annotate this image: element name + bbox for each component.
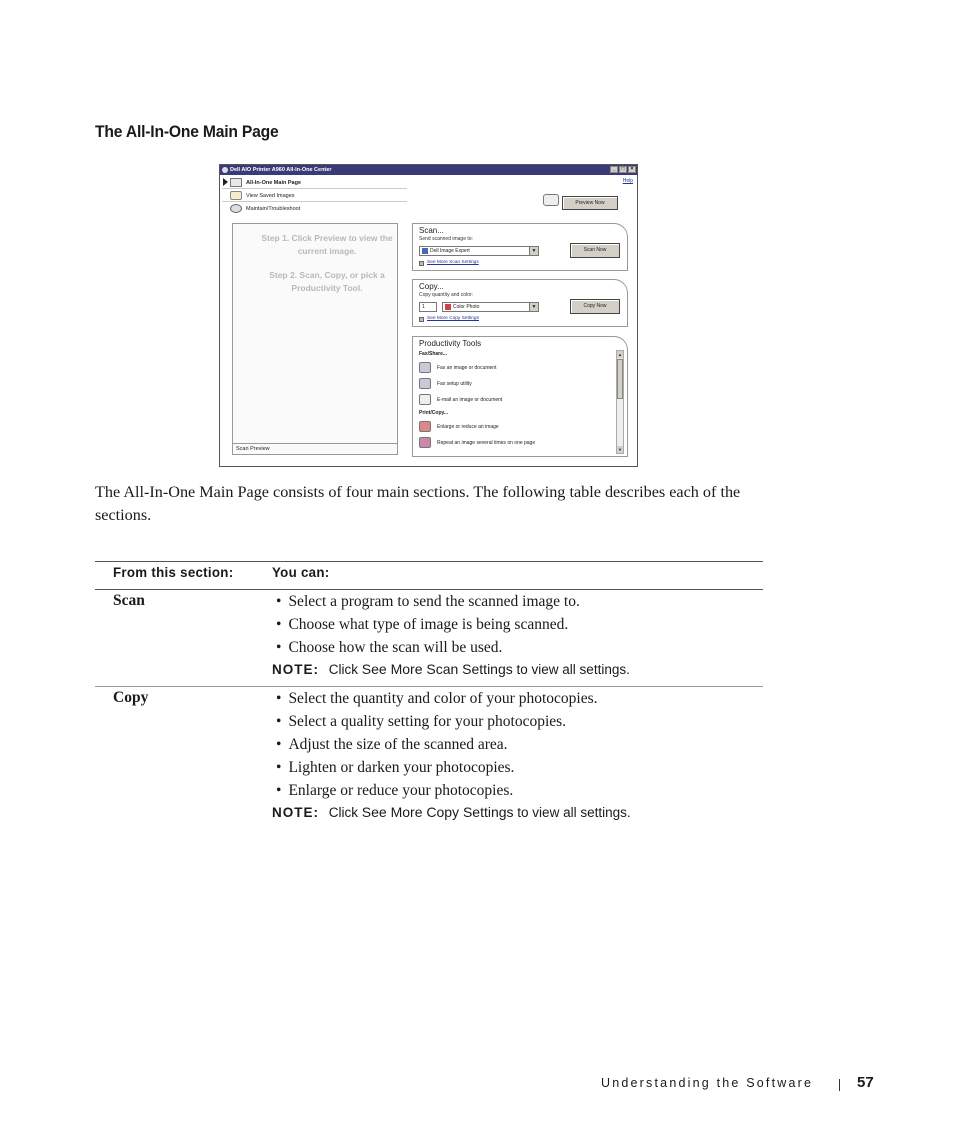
nav-divider: [222, 201, 407, 202]
folder-icon: [230, 191, 242, 200]
settings-icon: [419, 261, 424, 266]
main-page-icon: [230, 178, 242, 187]
program-icon: [422, 248, 428, 254]
intro-paragraph: The All-In-One Main Page consists of four main sections. The following table describes each of the sections.: [95, 483, 741, 524]
window-titlebar: [220, 165, 637, 175]
note-ui-reference: See More Scan Settings: [361, 661, 513, 677]
tool-fax-image[interactable]: Fax an image or document: [419, 362, 496, 373]
repeat-image-icon: [419, 437, 431, 448]
nav-item-maintain[interactable]: Maintain/Troubleshoot: [230, 203, 300, 214]
scan-preview-pane: [232, 223, 398, 455]
scan-bullet-list: [276, 590, 580, 659]
note-text: to view all settings.: [516, 662, 630, 677]
row-label-copy: Copy: [113, 689, 149, 706]
footer-section-title: Understanding the Software: [601, 1076, 814, 1090]
table-top-rule: [95, 561, 763, 562]
tool-enlarge[interactable]: Enlarge or reduce an image: [419, 421, 499, 432]
email-icon: [419, 394, 431, 405]
page-number: 57: [857, 1074, 874, 1091]
tools-scrollbar[interactable]: [616, 350, 624, 454]
list-item: • Choose what type of image is being scanned.: [276, 613, 580, 636]
chevron-down-icon[interactable]: ▼: [529, 247, 538, 255]
note-text: Click: [328, 662, 359, 677]
productivity-tools-panel: [412, 336, 628, 457]
scan-now-button[interactable]: Scan Now: [570, 243, 620, 258]
settings-icon: [419, 317, 424, 322]
print-copy-group: Print/Copy...: [419, 410, 449, 416]
help-link[interactable]: Help: [622, 178, 633, 184]
window-title: Dell AIO Printer A960 All-In-One Center: [230, 167, 332, 173]
see-more-copy-settings-link[interactable]: See More Copy Settings: [427, 316, 479, 321]
note-text: to view all settings.: [517, 805, 631, 820]
tool-repeat[interactable]: Repeat an image several times on one page: [419, 437, 535, 448]
fax-share-group: Fax/Share...: [419, 351, 448, 357]
copy-note: [272, 804, 631, 820]
preview-now-button[interactable]: Preview Now: [562, 196, 618, 210]
copy-bullet-list: [276, 687, 598, 802]
row-label-scan: Scan: [113, 592, 145, 609]
copy-quantity-label: Copy quantity and color:: [419, 292, 473, 298]
scan-preview-label: Scan Preview: [233, 443, 397, 454]
window-controls: [610, 166, 636, 173]
nav-item-main-page[interactable]: All-In-One Main Page: [230, 177, 301, 188]
note-label: NOTE:: [272, 805, 319, 820]
maximize-icon[interactable]: □: [619, 166, 627, 173]
chevron-down-icon[interactable]: ▼: [529, 303, 538, 311]
close-icon[interactable]: ×: [628, 166, 636, 173]
scan-panel: [412, 223, 628, 271]
camera-icon: [543, 194, 559, 206]
preview-step-1: Step 1. Click Preview to view the current image.: [261, 233, 393, 256]
column-header-you-can: You can:: [272, 564, 330, 580]
column-header-section: From this section:: [113, 564, 234, 580]
list-item: • Select a quality setting for your photocopies.: [276, 710, 598, 733]
note-label: NOTE:: [272, 662, 319, 677]
list-item: • Choose how the scan will be used.: [276, 636, 580, 659]
list-item: • Enlarge or reduce your photocopies.: [276, 779, 598, 802]
photo-icon: [445, 304, 451, 310]
note-text: Click: [328, 805, 359, 820]
app-icon: [222, 167, 228, 173]
list-item: • Select a program to send the scanned image to.: [276, 590, 580, 613]
nav-item-saved-images[interactable]: View Saved Images: [230, 190, 295, 201]
scroll-thumb[interactable]: [617, 359, 623, 399]
scroll-down-icon[interactable]: ▼: [618, 447, 622, 452]
see-more-scan-settings-link[interactable]: See More Scan Settings: [427, 260, 479, 265]
footer-divider: [839, 1079, 840, 1091]
list-item: • Select the quantity and color of your photocopies.: [276, 687, 598, 710]
preview-step-2: Step 2. Scan, Copy, or pick a Productivity Tool.: [269, 270, 385, 293]
minimize-icon[interactable]: _: [610, 166, 618, 173]
tool-fax-setup[interactable]: Fax setup utility: [419, 378, 472, 389]
copy-now-button[interactable]: Copy Now: [570, 299, 620, 314]
scan-destination-select[interactable]: Dell Image Expert ▼: [419, 246, 539, 256]
scroll-up-icon[interactable]: ▲: [618, 352, 622, 357]
nav-divider: [222, 188, 407, 189]
list-item: • Lighten or darken your photocopies.: [276, 756, 598, 779]
tool-email[interactable]: E-mail an image or document: [419, 394, 502, 405]
aio-center-screenshot: [219, 164, 638, 467]
copy-quantity-stepper[interactable]: 1: [419, 302, 437, 312]
nav-pointer-icon: [223, 178, 228, 186]
productivity-tools-title: Productivity Tools: [419, 339, 482, 348]
enlarge-icon: [419, 421, 431, 432]
scan-panel-title: Scan...: [419, 226, 444, 235]
fax-icon: [419, 362, 431, 373]
copy-color-select[interactable]: Color Photo ▼: [442, 302, 539, 312]
section-heading: The All-In-One Main Page: [95, 122, 279, 141]
list-item: • Adjust the size of the scanned area.: [276, 733, 598, 756]
copy-panel: [412, 279, 628, 327]
note-ui-reference: See More Copy Settings: [361, 804, 514, 820]
fax-setup-icon: [419, 378, 431, 389]
wrench-icon: [230, 204, 242, 213]
copy-panel-title: Copy...: [419, 282, 444, 291]
scan-note: [272, 661, 630, 677]
scan-destination-label: Send scanned image to:: [419, 236, 473, 242]
